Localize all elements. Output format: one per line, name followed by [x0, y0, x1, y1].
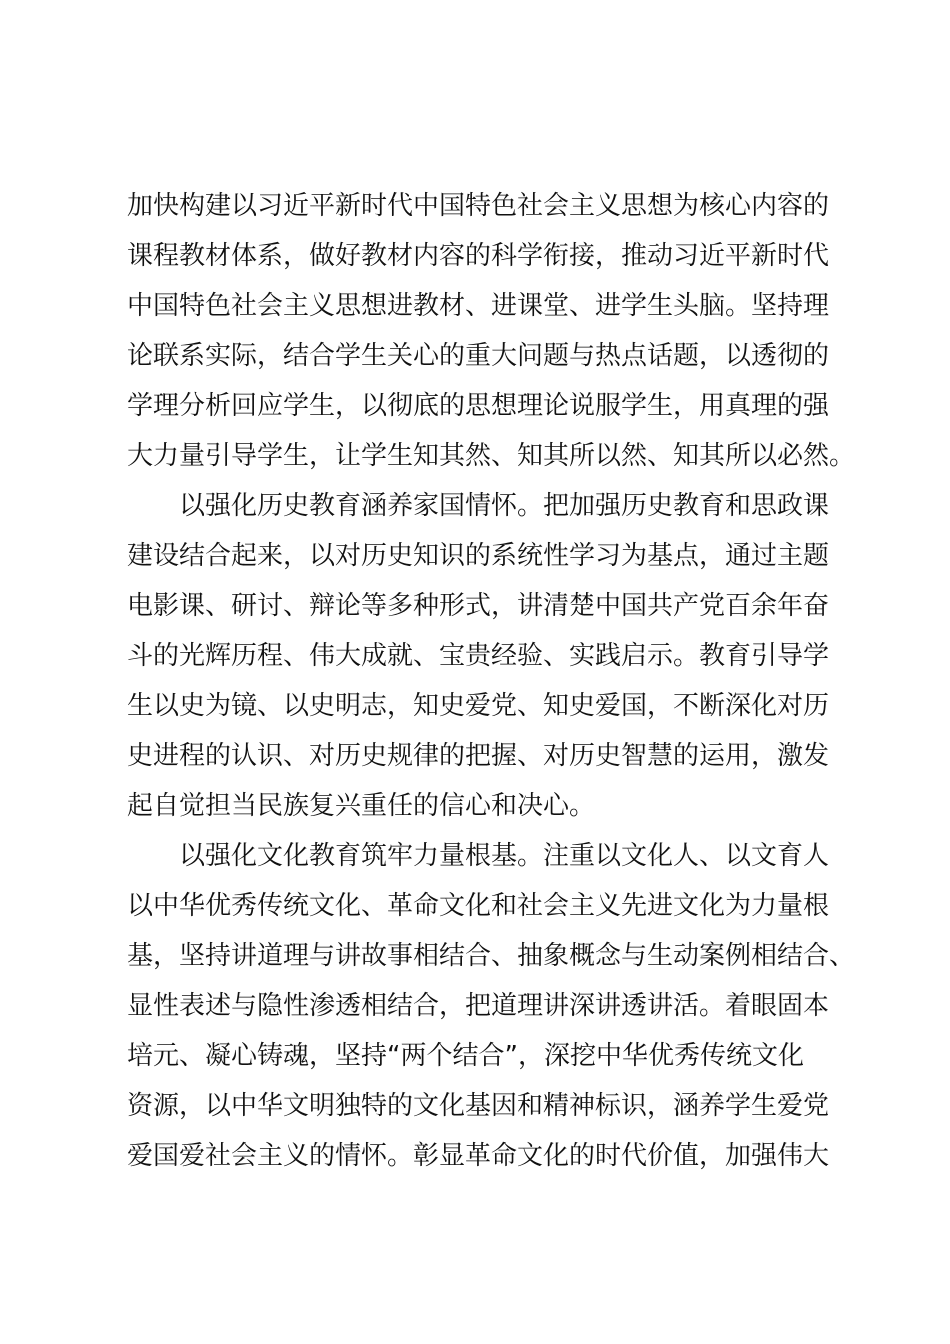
paragraph-2 — [127, 481, 837, 831]
text-line: 论联系实际，结合学生关心的重大问题与热点话题，以透彻的 — [127, 341, 830, 371]
text-line: 课程教材体系，做好教材内容的科学衔接，推动习近平新时代 — [127, 241, 830, 271]
text-line: 斗的光辉历程、伟大成就、宝贵经验、实践启示。教育引导学 — [127, 641, 830, 671]
text-line: 电影课、研讨、辩论等多种形式，讲清楚中国共产党百余年奋 — [127, 591, 830, 621]
body-text — [127, 181, 856, 1181]
text-line: 大力量引导学生，让学生知其然、知其所以然、知其所以必然。 — [127, 441, 856, 471]
text-line-indented: 以强化文化教育筑牢力量根基。注重以文化人、以文育人 — [179, 841, 830, 871]
text-line: 加快构建以习近平新时代中国特色社会主义思想为核心内容的 — [127, 191, 830, 221]
text-line: 显性表述与隐性渗透相结合，把道理讲深讲透讲活。着眼固本 — [127, 991, 830, 1021]
text-line: 资源，以中华文明独特的文化基因和精神标识，涵养学生爱党 — [127, 1091, 830, 1121]
text-line: 以中华优秀传统文化、革命文化和社会主义先进文化为力量根 — [127, 891, 830, 921]
text-line: 中国特色社会主义思想进教材、进课堂、进学生头脑。坚持理 — [127, 291, 830, 321]
text-line: 基，坚持讲道理与讲故事相结合、抽象概念与生动案例相结合、 — [127, 941, 856, 971]
paragraph-3 — [127, 831, 856, 1181]
text-line: 爱国爱社会主义的情怀。彰显革命文化的时代价值，加强伟大 — [127, 1141, 830, 1171]
text-line: 学理分析回应学生，以彻底的思想理论说服学生，用真理的强 — [127, 391, 830, 421]
text-line: 培元、凝心铸魂，坚持“两个结合”，深挖中华优秀传统文化 — [127, 1041, 804, 1071]
text-line-indented: 以强化历史教育涵养家国情怀。把加强历史教育和思政课 — [179, 491, 830, 521]
paragraph-1 — [127, 181, 856, 481]
text-line: 史进程的认识、对历史规律的把握、对历史智慧的运用，激发 — [127, 741, 830, 771]
text-line: 生以史为镜、以史明志，知史爱党、知史爱国，不断深化对历 — [127, 691, 830, 721]
text-line: 建设结合起来，以对历史知识的系统性学习为基点，通过主题 — [127, 541, 830, 571]
text-line: 起自觉担当民族复兴重任的信心和决心。 — [127, 791, 596, 821]
